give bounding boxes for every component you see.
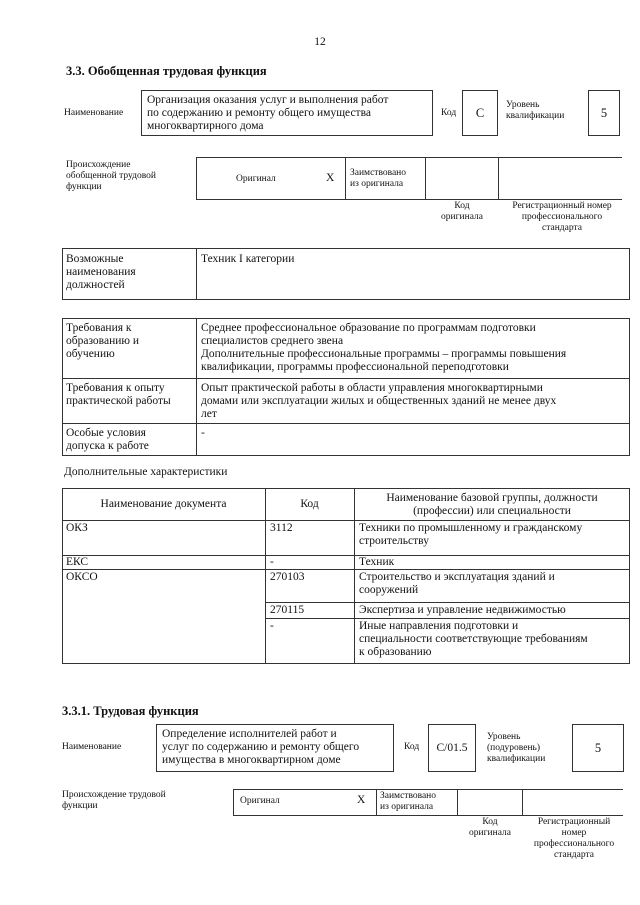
- row-code: -: [270, 620, 274, 632]
- page-number: 12: [314, 36, 326, 48]
- name-value-box: [156, 724, 394, 772]
- experience-value: Опыт практической работы в области управления многоквартирными домами или эксплуатации жилых и общественных зданий не менее двух лет: [201, 382, 557, 420]
- code-value-box: [428, 724, 476, 772]
- code-value: C: [475, 106, 485, 120]
- code-original-label: Код оригинала: [441, 201, 483, 222]
- borrowed-label: Заимствовано из оригинала: [350, 168, 407, 189]
- row-name: Экспертиза и управление недвижимостью: [359, 604, 566, 616]
- row-code: 270103: [270, 571, 305, 583]
- reg-number-label: Регистрационный номер профессионального стандарта: [512, 201, 612, 233]
- code-original-label: Код оригинала: [469, 817, 511, 838]
- row-name: Строительство и эксплуатация зданий и сооружений: [359, 571, 555, 596]
- original-mark: X: [326, 172, 335, 184]
- original-label: Оригинал: [240, 796, 280, 806]
- education-value: Среднее профессиональное образование по программам подготовки специалистов среднего звена Дополнительные профессиональные программы – программы повышения квалификации, программы профессиональной переподготовки: [201, 322, 567, 373]
- code-value: C/01.5: [436, 742, 468, 754]
- positions-value: Техник I категории: [201, 253, 295, 265]
- col-header-code: Код: [300, 498, 319, 510]
- row-doc: ОКСО: [66, 571, 98, 583]
- row-doc: ОКЗ: [66, 522, 88, 534]
- level-label: Уровень (подуровень) квалификации: [487, 732, 546, 764]
- row-code: 3112: [270, 522, 293, 534]
- level-value-box: [588, 90, 620, 136]
- positions-label: Возможные наименования должностей: [66, 253, 136, 291]
- row-code: 270115: [270, 604, 305, 616]
- name-label: Наименование: [64, 108, 124, 118]
- origin-label: Происхождение обобщенной трудовой функции: [66, 160, 156, 192]
- row-name: Техник: [359, 556, 395, 568]
- original-mark: X: [357, 794, 366, 806]
- level-value-box: [572, 724, 624, 772]
- borrowed-label: Заимствовано из оригинала: [380, 791, 437, 812]
- code-label: Код: [404, 742, 420, 752]
- code-label: Код: [441, 108, 457, 118]
- section-heading: 3.3.1. Трудовая функция: [62, 704, 199, 718]
- positions-table: [62, 248, 630, 300]
- origin-label: Происхождение трудовой функции: [62, 790, 166, 811]
- name-value: Определение исполнителей работ и услуг по содержанию и ремонту общего имущества в многоквартирном доме: [162, 728, 360, 766]
- original-label: Оригинал: [236, 174, 276, 184]
- level-value: 5: [594, 741, 602, 755]
- additional-heading: Дополнительные характеристики: [64, 466, 228, 478]
- row-name: Техники по промышленному и гражданскому строительству: [359, 522, 583, 547]
- col-header-document: Наименование документа: [100, 498, 227, 510]
- experience-label: Требования к опыту практической работы: [66, 382, 171, 407]
- name-value-box: [141, 90, 433, 136]
- level-label: Уровень квалификации: [506, 100, 565, 121]
- code-value-box: [462, 90, 498, 136]
- special-label: Особые условия допуска к работе: [66, 427, 149, 452]
- special-value: -: [201, 427, 205, 439]
- section-heading: 3.3. Обобщенная трудовая функция: [66, 64, 267, 78]
- row-doc: ЕКС: [66, 556, 89, 568]
- name-value: Организация оказания услуг и выполнения работ по содержанию и ремонту общего имущества многоквартирного дома: [147, 94, 389, 132]
- row-name: Иные направления подготовки и специальности соответствующие требованиям к образованию: [359, 620, 588, 658]
- col-header-group: Наименование базовой группы, должности (профессии) или специальности: [386, 492, 598, 517]
- name-label: Наименование: [62, 742, 122, 752]
- education-label: Требования к образованию и обучению: [66, 322, 139, 360]
- level-value: 5: [600, 106, 608, 120]
- row-code: -: [270, 556, 274, 568]
- reg-number-label: Регистрационный номер профессионального стандарта: [533, 817, 615, 860]
